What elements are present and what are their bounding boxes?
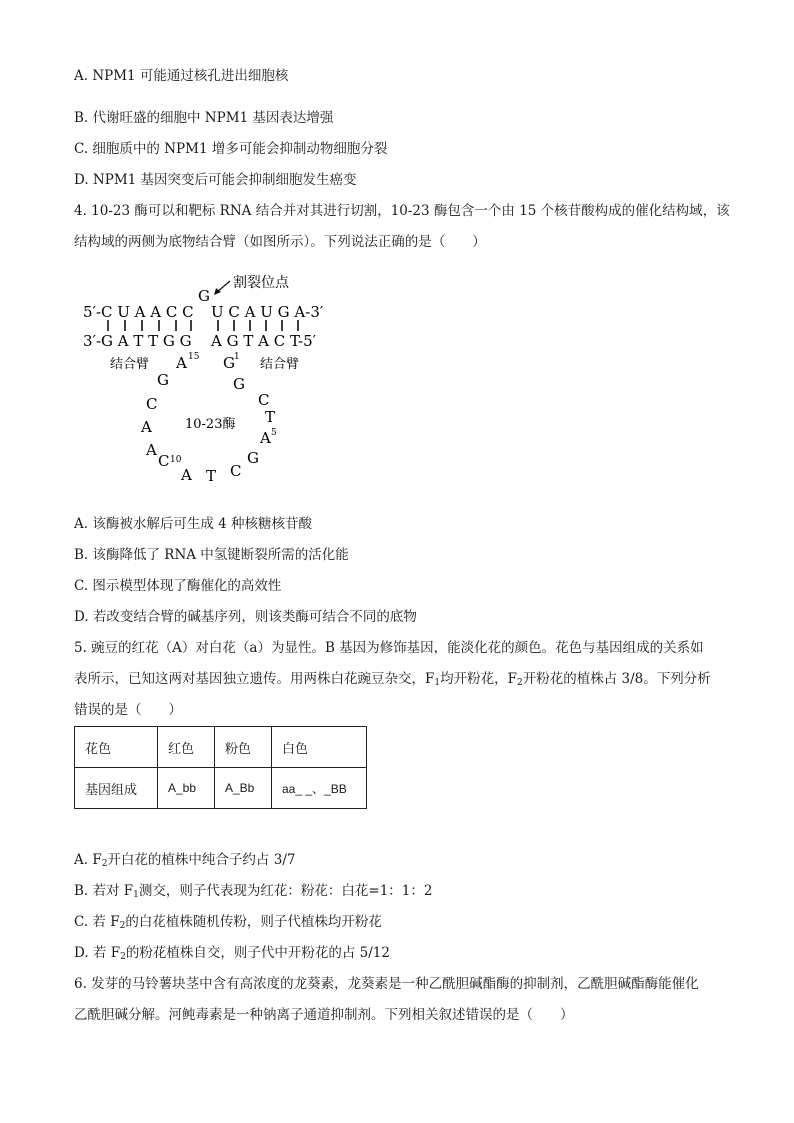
q5-option-d: D. 若 $F_2$的粉花植株自交，则子代中开粉花的占 5/12 (74, 945, 390, 962)
binding-arm-left: 结合臂 (110, 357, 150, 372)
binding-arm-right: 结合臂 (260, 357, 300, 372)
dna-enzyme-figure (70, 265, 350, 495)
loop-c10-sup: 10 (170, 455, 182, 465)
q4-stem-line1: 4. 10-23 酶可以和靶标 RNA 结合并对其进行切割，10-23 酶包含一个由 15 个核苷酸构成的催化结构域，该 (74, 203, 730, 219)
loop-c10: C (158, 452, 170, 470)
q3-option-b: B. 代谢旺盛的细胞中 NPM1 基因表达增强 (74, 110, 334, 126)
cleavage-arrow (217, 281, 230, 292)
q5-option-a: A. $F_2$开白花的植株中纯合子约占 3/7 (74, 852, 296, 869)
loop-a15: A (176, 354, 187, 372)
q5-stem-line1: 5. 豌豆的红花（A）对白花（a）为显性。B 基因为修饰基因，能淡化花的颜色。花色与基因组成的关系如 (74, 640, 704, 656)
q5-option-c: C. 若 $F_2$的白花植株随机传粉，则子代植株均开粉花 (74, 914, 382, 931)
table-row (75, 768, 367, 809)
q5-option-b: B. 若对 $F_1$测交，则子代表现为红花：粉花：白花=1：1：2 (74, 883, 433, 900)
cleavage-site-label: 割裂位点 (233, 275, 289, 291)
table-cell: 粉色 (215, 727, 272, 768)
loop-g-bottom: G (247, 449, 259, 467)
q4-option-c: C. 图示模型体现了酶催化的高效性 (74, 578, 282, 594)
table-cell: A_Bb (215, 768, 272, 809)
loop-a5-sup: 5 (271, 428, 277, 438)
loop-g-left: G (157, 371, 169, 389)
enzyme-label: 10-23酶 (185, 417, 236, 432)
q5-stem-line3: 错误的是（ ） (74, 702, 182, 718)
q4-option-a: A. 该酶被水解后可生成 4 种核糖核苷酸 (74, 516, 313, 532)
loop-c-right: C (258, 391, 270, 409)
table-cell: 基因组成 (75, 768, 158, 809)
loop-a-bottom: A (181, 466, 192, 484)
top-strand-left: 5′-C U A A C C (83, 303, 194, 321)
loop-a-left2: A (146, 441, 157, 459)
bottom-strand-right: A G T A C T-5′ (211, 332, 317, 350)
q4-stem-line2: 结构域的两侧为底物结合臂（如图所示）。下列说法正确的是（ ） (74, 234, 486, 250)
table-cell: 白色 (272, 727, 367, 768)
top-strand-right: U C A U G A-3′ (211, 303, 324, 321)
loop-g1: G (223, 354, 235, 372)
q5-stem-line2: 表所示，已知这两对基因独立遗传。用两株白花豌豆杂交，$F_1$均开粉花，$F_2$开粉花的植株占 3/8。下列分析 (74, 671, 711, 688)
q4-option-d: D. 若改变结合臂的碱基序列，则该类酶可结合不同的底物 (74, 609, 417, 625)
table-cell: 花色 (75, 727, 158, 768)
loop-c-bottom: C (230, 462, 242, 480)
loop-t-right: T (265, 408, 276, 426)
flower-color-table (74, 726, 367, 809)
q3-option-a: A. NPM1 可能通过核孔进出细胞核 (74, 68, 289, 84)
table-row (75, 727, 367, 768)
loop-g1-sup: 1 (234, 352, 240, 362)
table-cell: aa_ _、_BB (272, 768, 367, 809)
table-cell: A_bb (158, 768, 215, 809)
bottom-strand-left: 3′-G A T T G G (83, 332, 192, 350)
loop-a5: A (260, 429, 271, 447)
q6-stem-line2: 乙酰胆碱分解。河鲀毒素是一种钠离子通道抑制剂。下列相关叙述错误的是（ ） (74, 1007, 574, 1023)
base-pair-ticks (108, 320, 298, 331)
loop-a15-sup: 15 (188, 352, 200, 362)
cleavage-g: G (198, 287, 210, 305)
loop-g-right: G (233, 375, 245, 393)
q4-option-b: B. 该酶降低了 RNA 中氢键断裂所需的活化能 (74, 547, 349, 563)
q6-stem-line1: 6. 发芽的马铃薯块茎中含有高浓度的龙葵素，龙葵素是一种乙酰胆碱酯酶的抑制剂，乙酰胆碱酯酶能催化 (74, 976, 699, 992)
loop-a-left1: A (141, 418, 152, 436)
table-cell: 红色 (158, 727, 215, 768)
q3-option-c: C. 细胞质中的 NPM1 增多可能会抑制动物细胞分裂 (74, 141, 388, 157)
loop-c-left: C (146, 395, 158, 413)
q3-option-d: D. NPM1 基因突变后可能会抑制细胞发生癌变 (74, 172, 357, 188)
loop-t-bottom: T (206, 467, 217, 485)
